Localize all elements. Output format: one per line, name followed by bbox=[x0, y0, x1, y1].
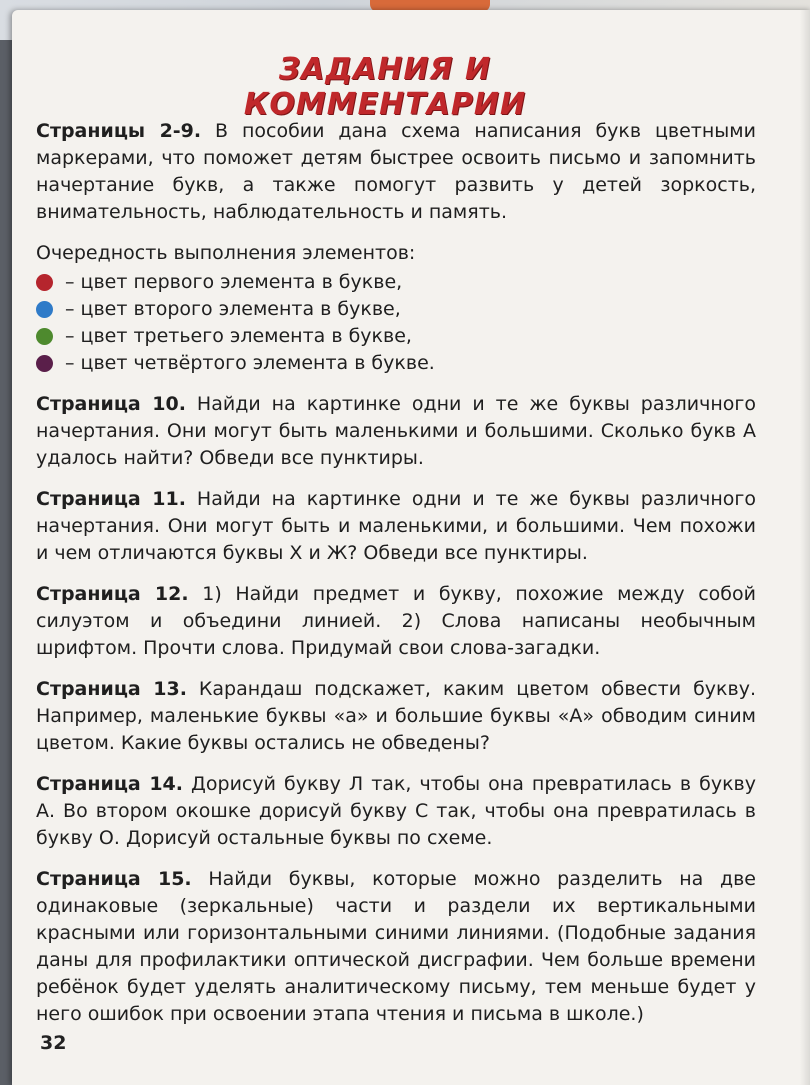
section-heading: Страница 15. bbox=[36, 868, 192, 890]
color-legend bbox=[36, 269, 756, 377]
blue-dot-icon bbox=[36, 301, 53, 318]
page-number: 32 bbox=[40, 1032, 67, 1054]
section-page-11 bbox=[36, 486, 756, 567]
section-pages-2-9 bbox=[36, 118, 756, 226]
section-text: Найди на картинке одни и те же буквы различного начертания. Они могут быть и маленькими, и большими. Чем похожи и чем отличаются буквы Х и Ж? Обведи все пунктиры. bbox=[36, 488, 756, 564]
section-page-13 bbox=[36, 676, 756, 757]
section-text: Дорисуй букву Л так, чтобы она превратилась в букву А. Во втором окошке дорисуй букву С так, чтобы она превратилась в букву О. Дорисуй остальные буквы по схеме. bbox=[36, 773, 756, 849]
section-text: Найди буквы, которые можно разделить на две одинаковые (зеркальные) части и раздели их вертикальными красными или горизонтальными синими линиями. (Подобные задания даны для профилактики оптической дисграфии. Чем больше времени ребёнок будет уделять аналитическому письму, тем меньше будет у него ошибок при освоении этапа чтения и письма в школе.) bbox=[36, 868, 756, 1025]
purple-dot-icon bbox=[36, 355, 53, 372]
section-page-15 bbox=[36, 866, 756, 1028]
red-dot-icon bbox=[36, 274, 53, 291]
page-content bbox=[36, 118, 756, 1042]
legend-label: – цвет первого элемента в букве, bbox=[65, 271, 403, 293]
section-heading: Страницы 2-9. bbox=[36, 120, 202, 142]
legend-label: – цвет третьего элемента в букве, bbox=[65, 325, 412, 347]
legend-item bbox=[36, 323, 756, 350]
green-dot-icon bbox=[36, 328, 53, 345]
page-title: ЗАДАНИЯ И КОММЕНТАРИИ bbox=[243, 52, 527, 122]
section-text: Карандаш подскажет, каким цветом обвести букву. Например, маленькие буквы «а» и большие буквы «А» обводим синим цветом. Какие буквы остались не обведены? bbox=[36, 678, 756, 754]
section-text: 1) Найди предмет и букву, похожие между собой силуэтом и объедини линией. 2) Слова написаны необычным шрифтом. Прочти слова. Придумай свои слова-загадки. bbox=[36, 583, 756, 659]
section-text: Найди на картинке одни и те же буквы различного начертания. Они могут быть маленькими и большими. Сколько букв А удалось найти? Обведи все пунктиры. bbox=[36, 393, 756, 469]
section-heading: Страница 11. bbox=[36, 488, 186, 510]
section-heading: Страница 10. bbox=[36, 393, 186, 415]
legend-label: – цвет четвёртого элемента в букве. bbox=[65, 352, 435, 374]
legend-item bbox=[36, 296, 756, 323]
section-heading: Страница 12. bbox=[36, 583, 189, 605]
legend-item bbox=[36, 350, 756, 377]
section-page-10 bbox=[36, 391, 756, 472]
order-label: Очередность выполнения элементов: bbox=[36, 242, 416, 264]
section-page-14 bbox=[36, 771, 756, 852]
legend-label: – цвет второго элемента в букве, bbox=[65, 298, 401, 320]
legend-item bbox=[36, 269, 756, 296]
section-heading: Страница 13. bbox=[36, 678, 187, 700]
section-heading: Страница 14. bbox=[36, 773, 183, 795]
section-page-12 bbox=[36, 581, 756, 662]
section-text: В пособии дана схема написания букв цветными маркерами, что поможет детям быстрее освоить письмо и запомнить начертание букв, а также помогут развить у детей зоркость, внимательность, наблюдательность и память. bbox=[36, 120, 756, 223]
